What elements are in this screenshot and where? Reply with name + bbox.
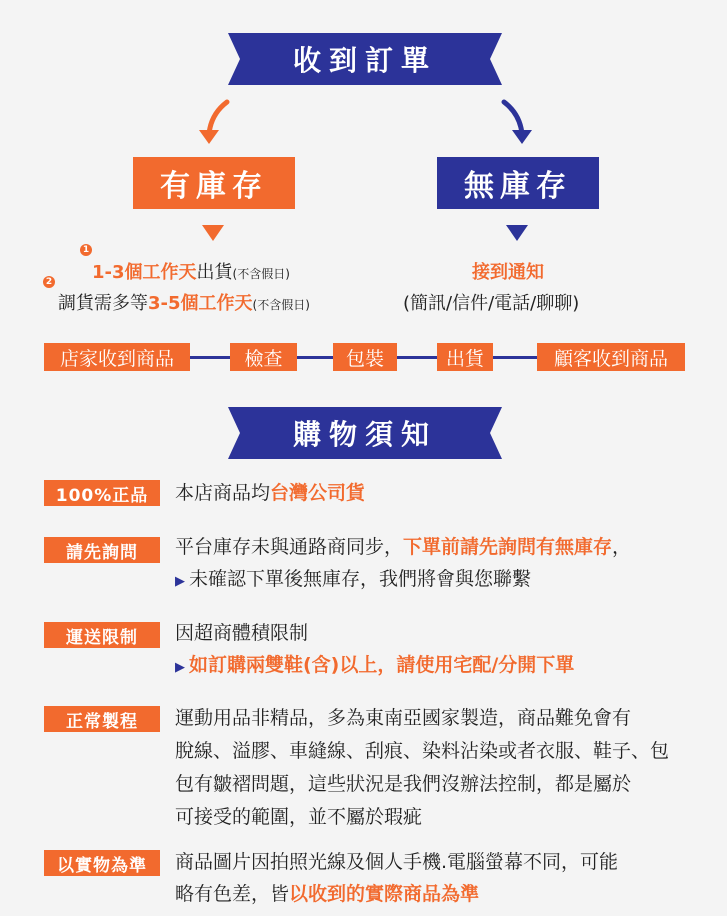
bullet-icon: ▶ xyxy=(175,574,185,589)
tag-manufacturing: 正常製程 xyxy=(44,706,160,732)
step-customer-receive: 顧客收到商品 xyxy=(537,343,685,371)
right-curved-arrow-icon xyxy=(496,98,536,148)
out-stock-title: 接到通知 xyxy=(472,262,544,283)
flow-connector xyxy=(190,356,230,359)
in-stock-line-1: 1-3個工作天出貨(不含假日) xyxy=(92,262,290,283)
step-inspect: 檢查 xyxy=(230,343,297,371)
number-badge-2: 2 xyxy=(43,276,55,288)
in-stock-down-arrow-icon xyxy=(202,225,224,241)
tag-actual-item: 以實物為準 xyxy=(44,850,160,876)
in-stock-box: 有庫存 xyxy=(133,157,295,209)
number-badge-1: 1 xyxy=(80,244,92,256)
notice-banner-title: 購物須知 xyxy=(292,418,437,451)
rule-actual-item-text: 商品圖片因拍照光線及個人手機.電腦螢幕不同，可能 略有色差，皆以收到的實際商品為準 xyxy=(175,851,619,905)
left-curved-arrow-icon xyxy=(195,98,235,148)
out-stock-down-arrow-icon xyxy=(506,225,528,241)
flow-connector xyxy=(297,356,333,359)
out-of-stock-box: 無庫存 xyxy=(437,157,599,209)
flow-connector xyxy=(493,356,537,359)
in-stock-line-2: 調貨需多等3-5個工作天(不含假日) xyxy=(58,293,310,314)
rule-shipping-limit-text: 因超商體積限制 ▶ 如訂購兩雙鞋(含)以上，請使用宅配/分開下單 xyxy=(175,622,575,676)
out-stock-channels: (簡訊/信件/電話/聊聊) xyxy=(403,293,580,314)
tag-shipping-limit: 運送限制 xyxy=(44,622,160,648)
step-store-receive: 店家收到商品 xyxy=(44,343,190,371)
step-package: 包裝 xyxy=(333,343,397,371)
step-ship: 出貨 xyxy=(437,343,493,371)
rule-manufacturing-text: 運動用品非精品，多為東南亞國家製造，商品難免會有 脫線、溢膠、車縫線、刮痕、染料沾染或者衣服、鞋子、包 包有皺褶問題，這些狀況是我們沒辦法控制，都是屬於 可接受的範圍，並不屬於瑕疵 xyxy=(175,707,670,828)
rule-ask-first-text: 平台庫存未與通路商同步，下單前請先詢問有無庫存， ▶ 未確認下單後無庫存，我們將會與您聯繫 xyxy=(175,536,632,590)
tag-authentic: 100%正品 xyxy=(44,480,160,506)
flow-connector xyxy=(397,356,437,359)
tag-ask-first: 請先詢問 xyxy=(44,537,160,563)
rule-authentic-text: 本店商品均台灣公司貨 xyxy=(175,482,366,504)
bullet-icon: ▶ xyxy=(175,660,185,675)
order-banner-title: 收到訂單 xyxy=(292,44,437,77)
